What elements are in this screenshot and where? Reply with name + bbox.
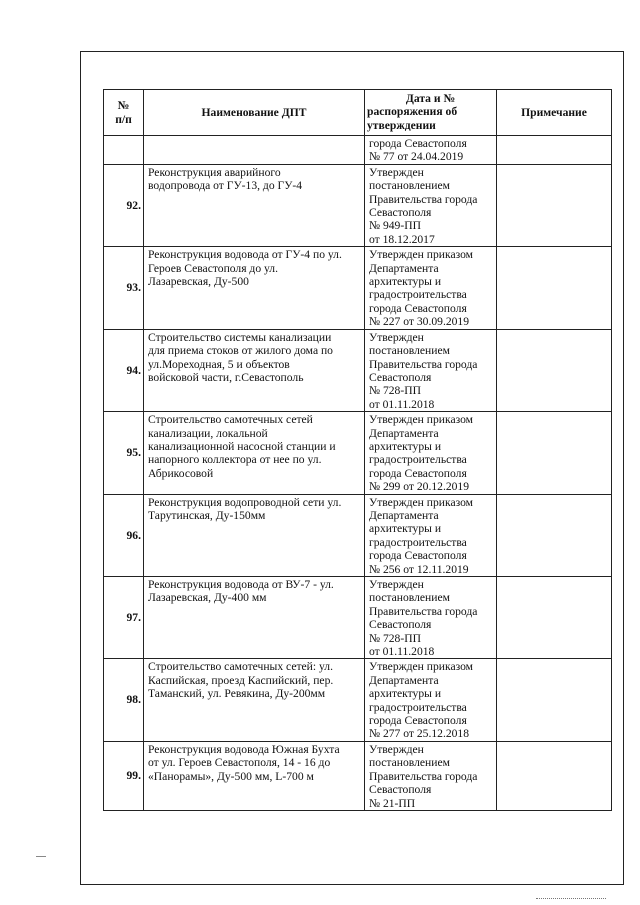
header-name: Наименование ДПТ <box>144 90 365 136</box>
approval-line: города Севастополя <box>369 301 467 315</box>
approval-line: Севастополя <box>369 783 432 797</box>
project-name-line: напорного коллектора от нее по ул. <box>148 453 322 467</box>
row-number: 94. <box>104 329 144 411</box>
scan-mark-bottom <box>536 898 606 899</box>
project-name-line: канализации, локальной <box>148 426 268 440</box>
table-row <box>104 329 612 411</box>
approval-line: градостроительства <box>369 453 467 467</box>
project-name-line: Реконструкция водовода от ВУ-7 - ул. <box>148 578 334 591</box>
registry-table-container <box>103 89 611 811</box>
row-approval <box>365 136 497 165</box>
approval-line: Утвержден <box>369 578 424 591</box>
row-note <box>497 741 612 810</box>
project-name-line: водопровода от ГУ-13, до ГУ-4 <box>148 179 303 193</box>
approval-line: Правительства города <box>369 357 478 371</box>
project-name-line: Реконструкция водовода от ГУ-4 по ул. <box>148 248 342 262</box>
project-name-line: Таманский, ул. Ревякина, Ду-200мм <box>148 687 326 701</box>
table-row <box>104 494 612 576</box>
row-number: 96. <box>104 494 144 576</box>
project-name-line: канализационной насосной станции и <box>148 439 336 453</box>
project-name-line: для приема стоков от жилого дома по <box>148 344 333 358</box>
approval-line: архитектуры и <box>369 687 442 701</box>
header-approval-line: Дата и № <box>405 92 456 105</box>
row-note <box>497 659 612 741</box>
project-name-line: Абрикосовой <box>148 466 214 480</box>
row-project-name <box>144 494 365 576</box>
project-name-line: Лазаревская, Ду-400 мм <box>148 591 267 605</box>
approval-line: Правительства города <box>369 604 478 618</box>
table-row <box>104 136 612 165</box>
header-approval <box>365 90 497 136</box>
approval-line: № 728-ПП <box>369 631 421 645</box>
row-note <box>497 247 612 329</box>
approval-line: градостроительства <box>369 535 467 549</box>
approval-line: Утвержден <box>369 165 424 179</box>
project-name-line: Каспийская, проезд Каспийский, пер. <box>148 673 334 687</box>
project-name-line: ул.Мореходная, 5 и объектов <box>148 357 290 371</box>
row-number: 95. <box>104 412 144 494</box>
row-project-name <box>144 577 365 659</box>
row-approval <box>365 741 497 810</box>
approval-line: № 299 от 20.12.2019 <box>369 480 470 494</box>
row-project-name <box>144 741 365 810</box>
table-row <box>104 741 612 810</box>
approval-line: Департамента <box>369 261 439 275</box>
approval-line: постановлением <box>369 591 450 605</box>
project-name-line: Строительство самотечных сетей <box>148 413 313 427</box>
row-project-name <box>144 164 365 246</box>
project-name-line: Реконструкция водовода Южная Бухта <box>148 742 340 756</box>
approval-line: архитектуры и <box>369 522 442 536</box>
row-note <box>497 164 612 246</box>
approval-line: города Севастополя <box>369 466 467 480</box>
table-row <box>104 412 612 494</box>
row-number: 99. <box>104 741 144 810</box>
row-project-name <box>144 659 365 741</box>
approval-line: № 77 от 24.04.2019 <box>369 150 464 164</box>
row-note <box>497 136 612 165</box>
approval-line: от 18.12.2017 <box>369 232 435 246</box>
approval-line: Департамента <box>369 508 439 522</box>
approval-line: Утвержден <box>369 742 424 756</box>
approval-line: градостроительства <box>369 700 467 714</box>
approval-line: постановлением <box>369 179 450 193</box>
project-name-line: Тарутинская, Ду-150мм <box>148 508 266 522</box>
scan-mark <box>36 856 46 857</box>
table-row <box>104 164 612 246</box>
row-approval <box>365 412 497 494</box>
row-approval <box>365 247 497 329</box>
approval-line: Утвержден приказом <box>369 413 474 427</box>
row-approval <box>365 659 497 741</box>
row-note <box>497 329 612 411</box>
approval-line: от 01.11.2018 <box>369 397 435 411</box>
project-name-line: «Панорамы», Ду-500 мм, L-700 м <box>148 769 314 783</box>
row-note <box>497 577 612 659</box>
header-note: Примечание <box>497 90 612 136</box>
project-name-line: войсковой части, г.Севастополь <box>148 370 304 384</box>
row-number: 97. <box>104 577 144 659</box>
header-number <box>104 90 144 136</box>
table-row <box>104 659 612 741</box>
registry-table <box>103 89 612 811</box>
approval-line: Департамента <box>369 426 439 440</box>
row-note <box>497 412 612 494</box>
approval-line: № 728-ПП <box>369 384 421 398</box>
header-approval-line: распоряжения об <box>367 105 458 119</box>
header-number-line: № <box>117 99 130 113</box>
row-approval <box>365 494 497 576</box>
row-project-name <box>144 136 365 165</box>
table-header-row <box>104 90 612 136</box>
approval-line: Утвержден приказом <box>369 248 474 262</box>
row-approval <box>365 577 497 659</box>
project-name-line: Строительство самотечных сетей: ул. <box>148 660 333 674</box>
approval-line: архитектуры и <box>369 275 442 289</box>
approval-line: № 256 от 12.11.2019 <box>369 562 469 576</box>
approval-line: № 277 от 25.12.2018 <box>369 727 470 741</box>
approval-line: Правительства города <box>369 192 478 206</box>
header-approval-line: утверждении <box>367 118 436 132</box>
approval-line: Севастополя <box>369 206 432 220</box>
row-number: 92. <box>104 164 144 246</box>
table-body <box>104 136 612 811</box>
project-name-line: от ул. Героев Севастополя, 14 - 16 до <box>148 756 331 770</box>
row-note <box>497 494 612 576</box>
approval-line: архитектуры и <box>369 439 442 453</box>
row-number <box>104 136 144 165</box>
approval-line: Правительства города <box>369 769 478 783</box>
approval-line: № 227 от 30.09.2019 <box>369 315 470 329</box>
table-row <box>104 577 612 659</box>
row-project-name <box>144 247 365 329</box>
approval-line: Утвержден приказом <box>369 495 474 509</box>
approval-line: города Севастополя <box>369 137 467 150</box>
row-number: 98. <box>104 659 144 741</box>
approval-line: города Севастополя <box>369 714 467 728</box>
project-name-line: Реконструкция аварийного <box>148 165 281 179</box>
approval-line: Утвержден приказом <box>369 660 474 674</box>
row-number: 93. <box>104 247 144 329</box>
project-name-line: Строительство системы канализации <box>148 330 332 344</box>
approval-line: от 01.11.2018 <box>369 645 435 659</box>
header-number-line: п/п <box>115 112 132 126</box>
approval-line: Утвержден <box>369 330 424 344</box>
approval-line: Севастополя <box>369 370 432 384</box>
approval-line: постановлением <box>369 756 450 770</box>
project-name-line: Лазаревская, Ду-500 <box>148 275 249 289</box>
approval-line: № 21-ПП <box>369 796 416 810</box>
approval-line: № 949-ПП <box>369 219 421 233</box>
project-name-line: Героев Севастополя до ул. <box>148 261 278 275</box>
approval-line: Департамента <box>369 673 439 687</box>
row-approval <box>365 164 497 246</box>
approval-line: города Севастополя <box>369 549 467 563</box>
row-project-name <box>144 329 365 411</box>
approval-line: Севастополя <box>369 618 432 632</box>
row-approval <box>365 329 497 411</box>
approval-line: постановлением <box>369 344 450 358</box>
project-name-line: Реконструкция водопроводной сети ул. <box>148 495 342 509</box>
table-row <box>104 247 612 329</box>
row-project-name <box>144 412 365 494</box>
approval-line: градостроительства <box>369 288 467 302</box>
